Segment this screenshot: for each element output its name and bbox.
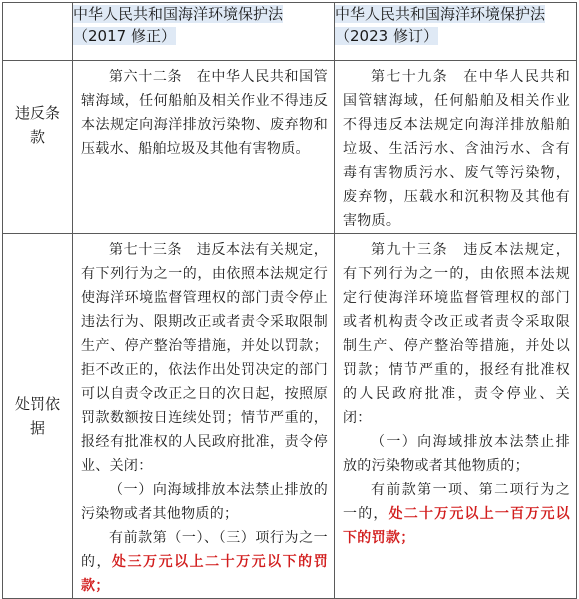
row-violation-clause [3,61,577,234]
new-article-93-penalty [343,478,570,550]
old-article-73-item-1: （一）向海域排放本法禁止排放的污染物或者其他物质的； [81,482,328,522]
new-article-93-item-1: （一）向海域排放本法禁止排放的污染物或者其他物质的； [343,434,570,474]
old-penalty-prefix: 有前款第（一）、（三）项行为之一的， [81,530,328,570]
header-empty-cell [3,3,73,61]
new-article-79-text: 第七十九条 在中华人民共和国管辖海域，任何船舶及相关作业不得违反本法规定向海洋排放船舶垃圾、生活污水、含油污水、含有毒有害物质污水、废气等污染物，废弃物，压载水和沉积物及其他有害物质。 [343,69,570,229]
new-article-93-para-1: 第九十三条 违反本法规定，有下列行为之一的，由依照本法规定行使海洋环境监督管理权的部门或者机构责令改正或者责令采取限制生产、停产整治等措施，并处以罚款；情节严重的，报经有批准权的人民政府批准，责令停业、关闭： [343,242,570,426]
old-article-62 [73,61,335,234]
new-article-93 [335,234,577,599]
header-2017 [73,3,335,61]
new-penalty-prefix: 有前款第一项、第二项行为之一的， [343,482,570,522]
old-article-73-para-1: 第七十三条 违反本法有关规定，有下列行为之一的，由依照本法规定行使海洋环境监督管理权的部门责令停止违法行为、限期改正或者责令采取限制生产、停产整治等措施，并处以罚款；拒不改正的，依法作出处罚决定的部门可以自责令改正之日的次日起，按照原罚款数额按日连续处罚；情节严重的，报经有批准权的人民政府批准，责令停业、关闭： [81,242,328,474]
row-penalty-basis [3,234,577,599]
header-2023 [335,3,577,61]
new-penalty-amount: 处二十万元以上一百万元以下的罚款； [343,506,570,546]
old-article-73-penalty [81,526,328,598]
comparison-table [2,2,577,599]
row-label-penalty: 处罚依据 [3,234,73,599]
old-article-62-text: 第六十二条 在中华人民共和国管辖海域，任何船舶及相关作业不得违反本法规定向海洋排放污染物、废弃物和压载水、船舶垃圾及其他有害物质。 [81,69,328,157]
header-2023-title: 中华人民共和国海洋环境保护法（2023 修订） [335,5,546,45]
row-label-violation: 违反条款 [3,61,73,234]
header-2017-title: 中华人民共和国海洋环境保护法（2017 修正） [73,5,284,45]
header-row [3,3,577,61]
old-article-73 [73,234,335,599]
old-penalty-amount: 处三万元以上二十万元以下的罚款； [81,554,328,594]
new-article-79 [335,61,577,234]
